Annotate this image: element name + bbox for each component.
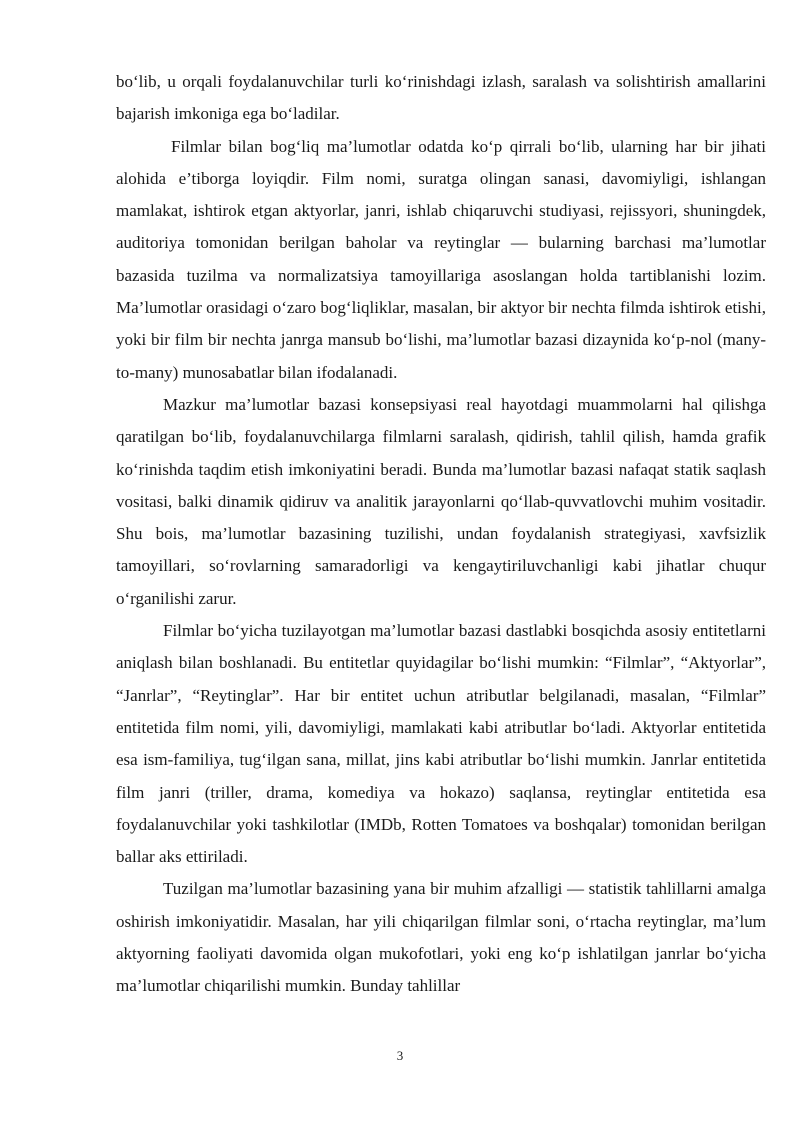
- paragraph-film-data: Filmlar bilan bog‘liq ma’lumotlar odatda ko‘p qirrali bo‘lib, ularning har bir jihati alohida e’tiborga loyiqdir. Film nomi, suratga olingan sanasi, davomiyligi, ishlangan mamlakat, ishtirok etgan aktyorlar, janri, ishlab chiqaruvchi studiyasi, rejissyori, shuningdek, auditoriya tomonidan berilgan baholar va reytinglar — bularning barchasi ma’lumotlar bazasida tuzilma va normalizatsiya tamoyillariga asoslangan holda tartiblanishi lozim. Ma’lumotlar orasidagi o‘zaro bog‘liqliklar, masalan, bir aktyor bir nechta filmda ishtirok etishi, yoki bir film bir nechta janrga mansub bo‘lishi, ma’lumotlar bazasi dizaynida ko‘p-nol (many-to-many) munosabatlar bilan ifodalanadi.: [116, 136, 766, 382]
- paragraph-database-concept: Mazkur ma’lumotlar bazasi konsepsiyasi real hayotdagi muammolarni hal qilishga qaratilgan bo‘lib, foydalanuvchilarga filmlarni saralash, qidirish, tahlil qilish, hamda grafik ko‘rinishda taqdim etish imkoniyatini beradi. Bunda ma’lumotlar bazasi nafaqat statik saqlash vositasi, balki dinamik qidiruv va analitik jarayonlarni qo‘llab-quvvatlovchi muhim vositadir. Shu bois, ma’lumotlar bazasining tuzilishi, undan foydalanish strategiyasi, xavfsizlik tamoyillari, so‘rovlarning samaradorligi va kengaytiriluvchanligi kabi jihatlar chuqur o‘rganilishi zarur.: [116, 394, 766, 608]
- page-number: 3: [396, 1048, 404, 1063]
- paragraph-continuation: bo‘lib, u orqali foydalanuvchilar turli ko‘rinishdagi izlash, saralash va solishtirish amallarini bajarish imkoniga ega bo‘ladilar.: [116, 72, 766, 124]
- paragraph-entities: Filmlar bo‘yicha tuzilayotgan ma’lumotlar bazasi dastlabki bosqichda asosiy entitetlarni aniqlash bilan boshlanadi. Bu entitetlar quyidagilar bo‘lishi mumkin: “Filmlar”, “Aktyorlar”, “Janrlar”, “Reytinglar”. Har bir entitet uchun atributlar belgilanadi, masalan, “Filmlar” entitetida film nomi, yili, davomiyligi, mamlakati kabi atributlar bo‘ladi. Aktyorlar entitetida esa ism-familiya, tug‘ilgan sana, millat, jins kabi atributlar bo‘lishi mumkin. Janrlar entitetida film janri (triller, drama, komediya va hokazo) saqlansa, reytinglar entitetida esa foydalanuvchilar yoki tashkilotlar (IMDb, Rotten Tomatoes va boshqalar) tomonidan berilgan ballar aks ettiriladi.: [116, 621, 766, 867]
- body-text: [116, 66, 766, 1003]
- paragraph-statistics: Tuzilgan ma’lumotlar bazasining yana bir muhim afzalligi — statistik tahlillarni amalga oshirish imkoniyatidir. Masalan, har yili chiqarilgan filmlar soni, o‘rtacha reytinglar, ma’lum aktyorning faoliyati davomida olgan mukofotlari, yoki eng ko‘p ishlatilgan janrlar bo‘yicha ma’lumotlar chiqarilishi mumkin. Bunday tahlillar: [116, 879, 766, 996]
